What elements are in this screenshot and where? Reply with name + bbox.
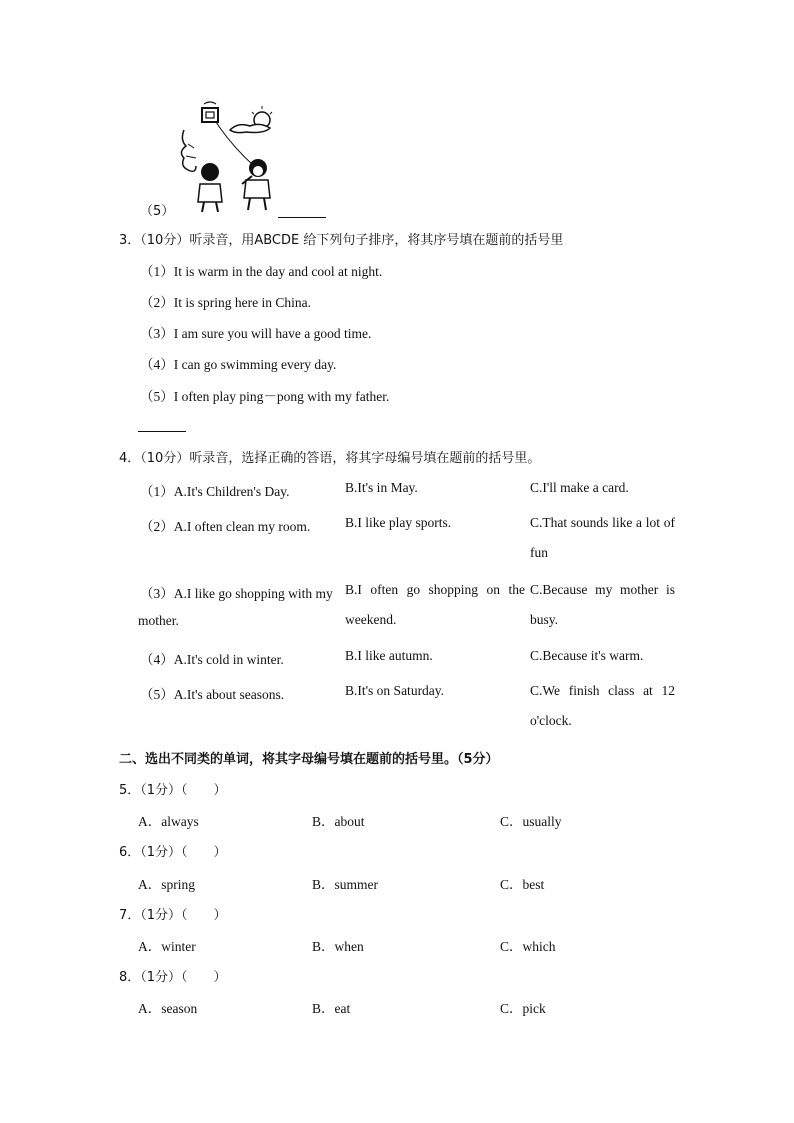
q4-row1-option-a: （1）A.It's Children's Day. xyxy=(140,484,290,499)
section2-header: 二、选出不同类的单词，将其字母编号填在题前的括号里。（5分） xyxy=(119,752,499,767)
q2-item5-number: （5） xyxy=(140,204,175,219)
q3-item-5: （5）I often play ping－pong with my father. xyxy=(140,389,390,404)
q8-option-a: A．season xyxy=(138,1001,198,1016)
q4-row2-option-a: （2）A.I often clean my room. xyxy=(140,519,311,534)
q4-row5-option-b: B.It's on Saturday. xyxy=(345,683,445,698)
q8-stem: 8．（1分）（ ） xyxy=(119,970,227,985)
q3-item-2: （2）It is spring here in China. xyxy=(140,295,311,310)
q4-row3-option-c: C.Because my mother is busy. xyxy=(530,582,675,627)
q4-row5-option-c: C.We finish class at 12 o'clock. xyxy=(530,683,675,728)
q4-row5-option-a: （5）A.It's about seasons. xyxy=(140,687,285,702)
q6-option-c: C．best xyxy=(500,877,545,892)
q6-option-b: B．summer xyxy=(312,877,378,892)
q6-option-a: A．spring xyxy=(138,877,195,892)
q3-item-4: （4）I can go swimming every day. xyxy=(140,357,337,372)
q8-option-b: B．eat xyxy=(312,1001,351,1016)
q4-row3-option-b: B.I often go shopping on the weekend. xyxy=(345,582,525,627)
q4-row4-option-a: （4）A.It's cold in winter. xyxy=(140,652,284,667)
q4-row3-option-a-line2: mother. xyxy=(138,613,179,628)
q5-option-c: C．usually xyxy=(500,814,562,829)
kite-flying-picture xyxy=(176,100,280,212)
q7-option-c: C．which xyxy=(500,939,556,954)
q5-option-a: A．always xyxy=(138,814,199,829)
q4-row2-option-c: C.That sounds like a lot of fun xyxy=(530,515,675,560)
q6-stem: 6．（1分）（ ） xyxy=(119,845,227,860)
q2-item5-answer-blank[interactable] xyxy=(278,206,326,222)
q7-option-a: A．winter xyxy=(138,939,196,954)
q7-stem: 7．（1分）（ ） xyxy=(119,908,227,923)
q4-row4-option-c: C.Because it's warm. xyxy=(530,648,644,663)
q3-header: 3．（10分）听录音，用ABCDE 给下列句子排序，将其序号填在题前的括号里 xyxy=(119,233,564,248)
q3-item-3: （3）I am sure you will have a good time. xyxy=(140,326,372,341)
q4-row3-option-a-line1: （3）A.I like go shopping with my xyxy=(140,586,333,601)
q5-option-b: B．about xyxy=(312,814,365,829)
q3-item-1: （1）It is warm in the day and cool at night. xyxy=(140,264,383,279)
q4-row1-option-b: B.It's in May. xyxy=(345,480,418,495)
q4-row2-option-b: B.I like play sports. xyxy=(345,515,452,530)
q5-stem: 5．（1分）（ ） xyxy=(119,783,227,798)
q4-row4-option-b: B.I like autumn. xyxy=(345,648,433,663)
q4-row1-option-c: C.I'll make a card. xyxy=(530,480,629,495)
q4-header: 4．（10分）听录音，选择正确的答语，将其字母编号填在题前的括号里。 xyxy=(119,451,541,466)
q3-answer-blank[interactable] xyxy=(138,420,186,436)
q8-option-c: C．pick xyxy=(500,1001,546,1016)
q7-option-b: B．when xyxy=(312,939,364,954)
